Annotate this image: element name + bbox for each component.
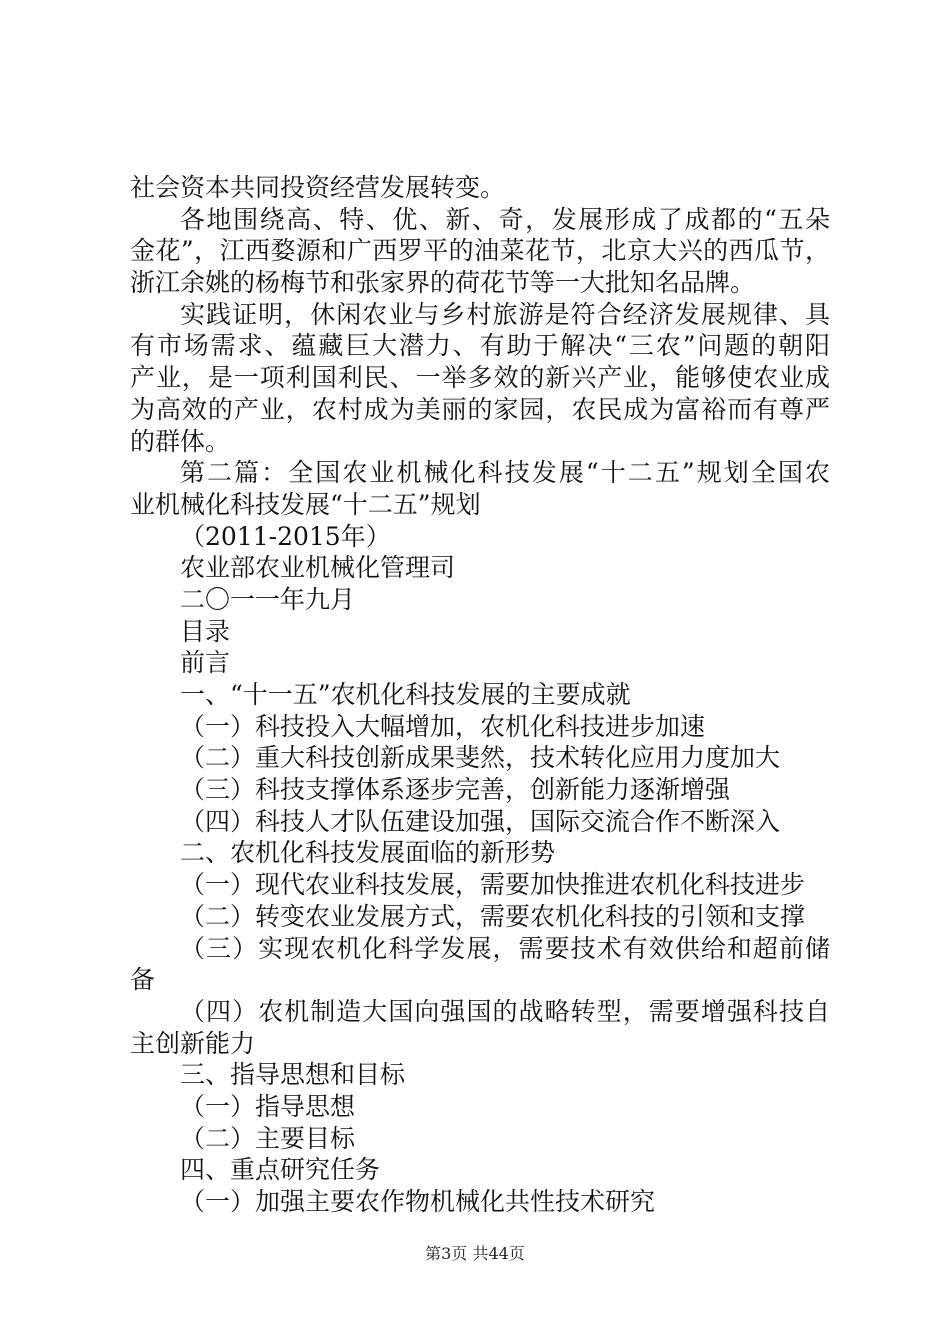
text-line: （三）实现农机化科学发展，需要技术有效供给和超前储 — [180, 933, 830, 963]
text-line: 实践证明，休闲农业与乡村旅游是符合经济发展规律、具 — [180, 299, 830, 329]
text-line: 第二篇：全国农业机械化科技发展“十二五”规划全国农 — [180, 458, 830, 488]
text-line: 四、重点研究任务 — [180, 1155, 381, 1185]
page-footer: 第3页 共44页 — [425, 1244, 525, 1263]
text-line: （一）加强主要农作物机械化共性技术研究 — [180, 1187, 656, 1216]
text-line: 一、“十一五”农机化科技发展的主要成就 — [180, 680, 631, 709]
text-line: 产业，是一项利国利民、一举多效的新兴产业，能够使农业成 — [130, 363, 830, 393]
text-line: 各地围绕高、特、优、新、奇，发展形成了成都的“五朵 — [180, 204, 830, 234]
text-line: 社会资本共同投资经营发展转变。 — [130, 173, 506, 202]
text-line: （一）科技投入大幅增加，农机化科技进步加速 — [180, 711, 706, 741]
text-line: （二）重大科技创新成果斐然，技术转化应用力度加大 — [180, 743, 781, 773]
text-line: 有市场需求、蕴藏巨大潜力、有助于解决“三农”问题的朝阳 — [130, 331, 830, 361]
text-line: 浙江余姚的杨梅节和张家界的荷花节等一大批知名品牌。 — [130, 268, 756, 298]
text-line: （一）现代农业科技发展，需要加快推进农机化科技进步 — [180, 870, 806, 900]
text-line: 二〇一一年九月 — [180, 584, 356, 614]
text-line: 的群体。 — [130, 426, 231, 456]
text-line: 主创新能力 — [130, 1028, 256, 1058]
document-body — [130, 172, 830, 1218]
text-line: （二）转变农业发展方式，需要农机化科技的引领和支撑 — [180, 901, 806, 931]
text-line: 二、农机化科技发展面临的新形势 — [180, 838, 556, 868]
text-line: 为高效的产业，农村成为美丽的家园，农民成为富裕而有尊严 — [130, 394, 830, 424]
text-line: （2011-2015年） — [180, 521, 391, 551]
text-line: 备 — [130, 965, 156, 995]
text-line: 业机械化科技发展“十二五”规划 — [130, 489, 481, 519]
text-line: 目录 — [180, 616, 231, 646]
text-line: 前言 — [180, 648, 231, 678]
text-line: （一）指导思想 — [180, 1091, 356, 1121]
text-line: （三）科技支撑体系逐步完善，创新能力逐渐增强 — [180, 775, 731, 805]
text-line: 农业部农业机械化管理司 — [180, 553, 456, 583]
text-line: （二）主要目标 — [180, 1123, 356, 1153]
text-line: （四）农机制造大国向强国的战略转型，需要增强科技自 — [180, 996, 830, 1026]
text-line: 三、指导思想和目标 — [180, 1060, 406, 1090]
text-line: （四）科技人才队伍建设加强，国际交流合作不断深入 — [180, 806, 781, 836]
text-line: 金花”，江西婺源和广西罗平的油菜花节，北京大兴的西瓜节， — [130, 236, 830, 266]
